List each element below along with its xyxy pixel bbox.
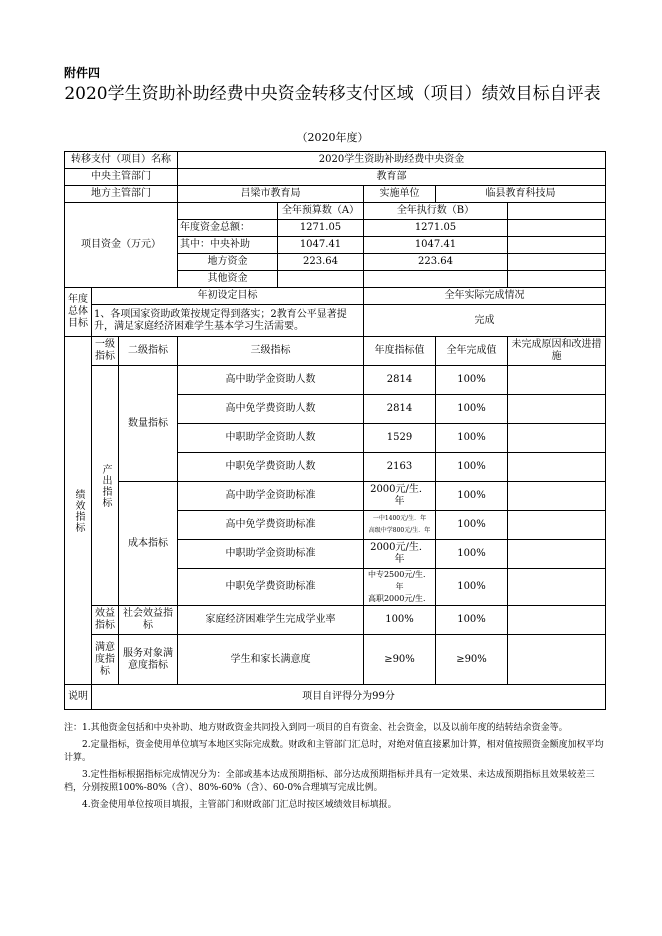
funds-budget-header: 全年预算数（A） [278, 203, 364, 220]
indicator-actual: 100% [436, 453, 508, 482]
indicator-target: 2000元/生．年 [364, 540, 436, 569]
header-actual: 全年完成值 [436, 337, 508, 366]
benefit-actual: 100% [436, 606, 508, 635]
project-name-label: 转移支付（项目）名称 [65, 152, 178, 169]
project-name-value: 2020学生资助补助经费中央资金 [178, 152, 606, 169]
satisfaction-target: ≥90% [364, 635, 436, 685]
indicator-name: 高中免学费资助人数 [178, 395, 364, 424]
central-dept-label: 中央主管部门 [65, 169, 178, 186]
indicator-reason [508, 366, 606, 395]
indicator-target: 2000元/生．年 [364, 482, 436, 511]
indicator-reason [508, 453, 606, 482]
remark-label: 说明 [65, 685, 92, 710]
impl-unit-label: 实施单位 [364, 186, 436, 203]
indicator-name: 高中助学金资助标准 [178, 482, 364, 511]
indicator-target: 2163 [364, 453, 436, 482]
indicator-actual: 100% [436, 424, 508, 453]
funds-budget-value: 1047.41 [278, 237, 364, 254]
indicator-name: 高中免学费资助标准 [178, 511, 364, 540]
funds-exec-value: 1047.41 [364, 237, 508, 254]
benefit-reason [508, 606, 606, 635]
indicator-target: 一中1400元/生．年 高级中学800元/生．年 [364, 511, 436, 540]
goals-actual-header: 全年实际完成情况 [364, 288, 606, 305]
funds-empty-header [178, 203, 278, 220]
indicator-name: 中职助学金资助标准 [178, 540, 364, 569]
header-reason: 未完成原因和改进措施 [508, 337, 606, 366]
funds-label: 项目资金（万元） [65, 203, 178, 288]
cost-label: 成本指标 [119, 482, 178, 606]
output-label: 产出指标 [92, 366, 119, 606]
benefit-name: 家庭经济困难学生完成学业率 [178, 606, 364, 635]
note-item: 注：1.其他资金包括和中央补助、地方财政资金共同投入到同一项目的自有资金、社会资金，以及以前年度的结转结余资金等。 [64, 723, 568, 733]
funds-budget-value: 223.64 [278, 254, 364, 271]
indicator-name: 中职助学金资助人数 [178, 424, 364, 453]
satisfaction-name: 学生和家长满意度 [178, 635, 364, 685]
indicator-reason [508, 540, 606, 569]
indicator-name: 中职免学费资助标准 [178, 569, 364, 606]
indicator-reason [508, 511, 606, 540]
indicator-actual: 100% [436, 540, 508, 569]
satisfaction-level2: 服务对象满意度指标 [119, 635, 178, 685]
indicator-actual: 100% [436, 395, 508, 424]
indicator-target: 中专2500元/生．年 高职2000元/生． [364, 569, 436, 606]
local-dept-value: 吕梁市教育局 [178, 186, 364, 203]
note-item: 4.资金使用单位按项目填报，主管部门和财政部门汇总时按区域绩效目标填报。 [82, 800, 397, 810]
page-title: 2020学生资助补助经费中央资金转移支付区域（项目）绩效目标自评表 [64, 84, 601, 104]
benefit-target: 100% [364, 606, 436, 635]
funds-extra-cell [508, 271, 606, 288]
header-target: 年度指标值 [364, 337, 436, 366]
indicator-reason [508, 424, 606, 453]
note-item: 2.定量指标，资金使用单位填写本地区实际完成数。财政和主管部门汇总时，对绝对值直接累加计算，相对值按照资金额度加权平均计算。 [64, 740, 604, 763]
indicator-target: 2814 [364, 366, 436, 395]
funds-row-label: 其他资金 [178, 271, 278, 288]
quantity-label: 数量指标 [119, 366, 178, 482]
benefit-level2: 社会效益指标 [119, 606, 178, 635]
indicator-reason [508, 482, 606, 511]
indicator-reason [508, 395, 606, 424]
funds-budget-value: 1271.05 [278, 220, 364, 237]
impl-unit-value: 临县教育科技局 [436, 186, 606, 203]
funds-row-label: 年度资金总额： [178, 220, 278, 237]
funds-exec-value [364, 271, 508, 288]
goals-initial-text: 1、各项国家资助政策按规定得到落实；2教育公平显著提升，满足家庭经济困难学生基本学习生活需要。 [92, 305, 364, 337]
indicator-name: 高中助学金资助人数 [178, 366, 364, 395]
evaluation-table [64, 151, 606, 710]
indicator-actual: 100% [436, 482, 508, 511]
funds-row-label: 地方资金 [178, 254, 278, 271]
funds-exec-header: 全年执行数（B） [364, 203, 508, 220]
benefit-level1: 效益指标 [92, 606, 119, 635]
funds-exec-value: 223.64 [364, 254, 508, 271]
header-level2: 二级指标 [119, 337, 178, 366]
funds-row-label: 其中：中央补助 [178, 237, 278, 254]
indicator-target: 2814 [364, 395, 436, 424]
satisfaction-reason [508, 635, 606, 685]
indicator-name: 中职免学费资助人数 [178, 453, 364, 482]
satisfaction-actual: ≥90% [436, 635, 508, 685]
goals-actual-text: 完成 [364, 305, 606, 337]
indicator-reason [508, 569, 606, 606]
goals-label: 年度总体目标 [65, 288, 92, 337]
attachment-label: 附件四 [64, 66, 101, 80]
indicator-actual: 100% [436, 511, 508, 540]
goals-initial-header: 年初设定目标 [92, 288, 364, 305]
indicator-target: 1529 [364, 424, 436, 453]
perf-label: 绩效指标 [65, 337, 92, 685]
central-dept-value: 教育部 [178, 169, 606, 186]
remark-text: 项目自评得分为99分 [92, 685, 606, 710]
note-item: 3.定性指标根据指标完成情况分为：全部或基本达成预期指标、部分达成预期指标并具有一定效果、未达成预期指标且效果较差三档，分别按照100%-80%（含）、80%-60%（含）、60-0%合理填写完成比例。 [64, 770, 595, 793]
indicator-actual: 100% [436, 366, 508, 395]
notes-section [64, 722, 605, 816]
funds-budget-value [278, 271, 364, 288]
funds-exec-value: 1271.05 [364, 220, 508, 237]
local-dept-label: 地方主管部门 [65, 186, 178, 203]
funds-extra-cell [508, 254, 606, 271]
funds-extra-cell [508, 220, 606, 237]
funds-extra-cell [508, 237, 606, 254]
indicator-actual: 100% [436, 569, 508, 606]
funds-extra-cell [508, 203, 606, 220]
year-label: （2020年度） [296, 131, 369, 144]
header-level3: 三级指标 [178, 337, 364, 366]
satisfaction-level1: 满意度指标 [92, 635, 119, 685]
header-level1: 一级指标 [92, 337, 119, 366]
